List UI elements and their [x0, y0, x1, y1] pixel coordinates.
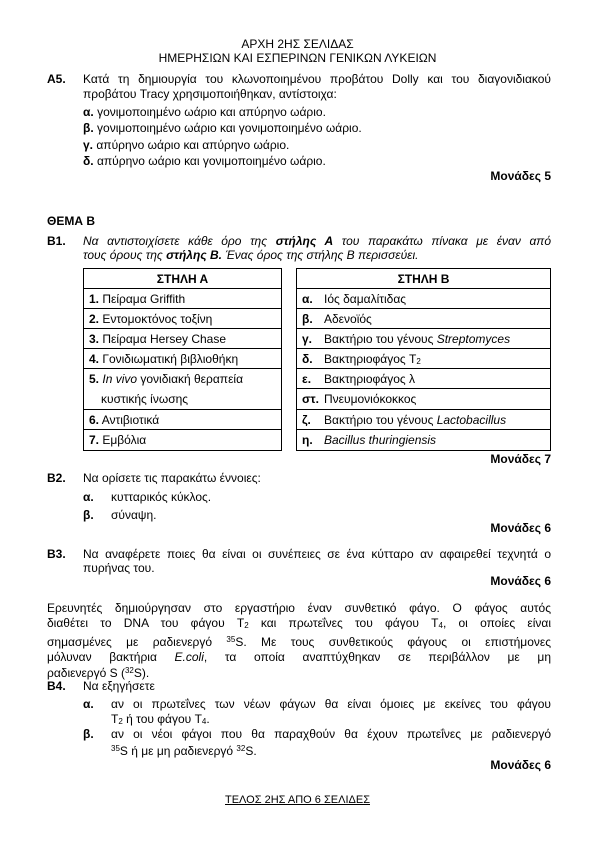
question-b2-stem: Να ορίσετε τις παρακάτω έννοιες:: [83, 471, 261, 485]
column-a-row: 1. Πείραμα Griffith: [84, 289, 281, 309]
column-b-header: ΣΤΗΛΗ Β: [297, 269, 550, 289]
page-header-line2: ΗΜΕΡΗΣΙΩΝ ΚΑΙ ΕΣΠΕΡΙΝΩΝ ΓΕΝΙΚΩΝ ΛΥΚΕΙΩΝ: [158, 51, 437, 65]
a5-option-d: δ. απύρηνο ωάριο και γονιμοποιημένο ωάριο.: [83, 154, 326, 168]
column-a-row: 7. Εμβόλια: [89, 433, 147, 447]
question-a5-label: Α5.: [47, 72, 66, 86]
page-header-line1: ΑΡΧΗ 2ΗΣ ΣΕΛΙΔΑΣ: [241, 37, 354, 51]
b1-marks: Μονάδες 7: [490, 452, 551, 466]
column-b-table: [296, 268, 551, 451]
b2-marks: Μονάδες 6: [490, 521, 551, 535]
b3-marks: Μονάδες 6: [490, 574, 551, 588]
question-b4-label: Β4.: [47, 679, 66, 693]
question-b4-stem: Να εξηγήσετε: [83, 679, 155, 693]
b4-marks: Μονάδες 6: [490, 758, 551, 772]
a5-marks: Μονάδες 5: [490, 169, 551, 183]
column-a-row: 2. Εντομοκτόνος τοξίνη: [84, 309, 281, 329]
question-b1-label: Β1.: [47, 234, 66, 248]
b4-option-b: αν οι νέοι φάγοι που θα παραχθούν θα έχουν πρωτεΐνες με ραδιενεργό $^{35}$S ή με μη ραδιενεργό $^{32}$S.: [111, 727, 551, 758]
column-b-row: δ. Βακτηριοφάγος $T_2$: [297, 349, 550, 369]
question-b2-label: Β2.: [47, 471, 66, 485]
column-b-row: η. Bacillus thuringiensis: [302, 433, 437, 447]
column-b-row: α. Ιός δαμαλίτιδας: [297, 289, 550, 309]
question-b3-stem: Να αναφέρετε ποιες θα είναι οι συνέπειες σε ένα κύτταρο αν αφαιρεθεί τεχνητά ο πυρήνας του.: [83, 547, 551, 575]
column-a-header: ΣΤΗΛΗ Α: [84, 269, 281, 289]
column-a-row: 3. Πείραμα Hersey Chase: [84, 329, 281, 349]
column-b-row: β. Αδενοϊός: [297, 309, 550, 329]
column-a-table: [83, 268, 282, 451]
experiment-passage: Ερευνητές δημιούργησαν στο εργαστήριο έναν συνθετικό φάγο. Ο φάγος αυτός διαθέτει το DNA του φάγου $T_2$ και πρωτεΐνες του φάγου $T_4$, οι οποίες είναι σημασμένες με ραδιενεργό $^{35}$S. Με τους συνθετικούς φάγους οι επιστήμονες μόλυναν βακτήρια E.coli, τα οποία αναπτύχθηκαν σε περιβάλλον με μη ραδιενεργό S ($^{32}$S).: [47, 601, 551, 680]
a5-option-b: β. γονιμοποιημένο ωάριο και γονιμοποιημένο ωάριο.: [83, 121, 362, 135]
b2-option-b: β. σύναψη.: [83, 508, 157, 522]
column-a-row: 4. Γονιδιωματική βιβλιοθήκη: [84, 349, 281, 369]
b4-option-a: αν οι πρωτεΐνες των νέων φάγων θα είναι όμοιες με εκείνες του φάγου $T_2$ ή του φάγου $T_4$.: [111, 697, 551, 726]
b1-instruction-line2: τους όρους της στήλης Β. Ένας όρος της στήλης Β περισσεύει.: [83, 248, 419, 262]
column-b-row: ε. Βακτηριοφάγος λ: [297, 369, 550, 389]
a5-option-a: α. γονιμοποιημένο ωάριο και απύρηνο ωάριο.: [83, 105, 326, 119]
column-a-row: 5. In vivo γονιδιακή θεραπεία κυστικής ίνωσης: [84, 369, 281, 410]
question-a5-stem: Κατά τη δημιουργία του κλωνοποιημένου προβάτου Dolly και του διαγονιδιακού προβάτου Tracy χρησιμοποιήθηκαν, αντίστοιχα:: [83, 72, 551, 101]
theme-b-title: ΘΕΜΑ Β: [47, 214, 95, 228]
column-b-row: γ. Βακτήριο του γένους Streptomyces: [297, 329, 550, 349]
b4-option-b-letter: β.: [83, 727, 94, 741]
b4-option-a-letter: α.: [83, 697, 94, 711]
a5-option-c: γ. απύρηνο ωάριο και απύρηνο ωάριο.: [83, 138, 290, 152]
page-footer: ΤΕΛΟΣ 2ΗΣ ΑΠΟ 6 ΣΕΛΙΔΕΣ: [225, 794, 370, 806]
b2-option-a: α. κυτταρικός κύκλος.: [83, 490, 212, 504]
column-b-row: στ. Πνευμονιόκοκκος: [297, 389, 550, 410]
b1-instruction-line1: Να αντιστοιχίσετε κάθε όρο της στήλης Α του παρακάτω πίνακα με έναν από: [83, 234, 551, 248]
column-a-row: 6. Αντιβιοτικά: [84, 410, 281, 430]
question-b3-label: Β3.: [47, 547, 66, 561]
column-b-row: ζ. Βακτήριο του γένους Lactobacillus: [297, 410, 550, 430]
